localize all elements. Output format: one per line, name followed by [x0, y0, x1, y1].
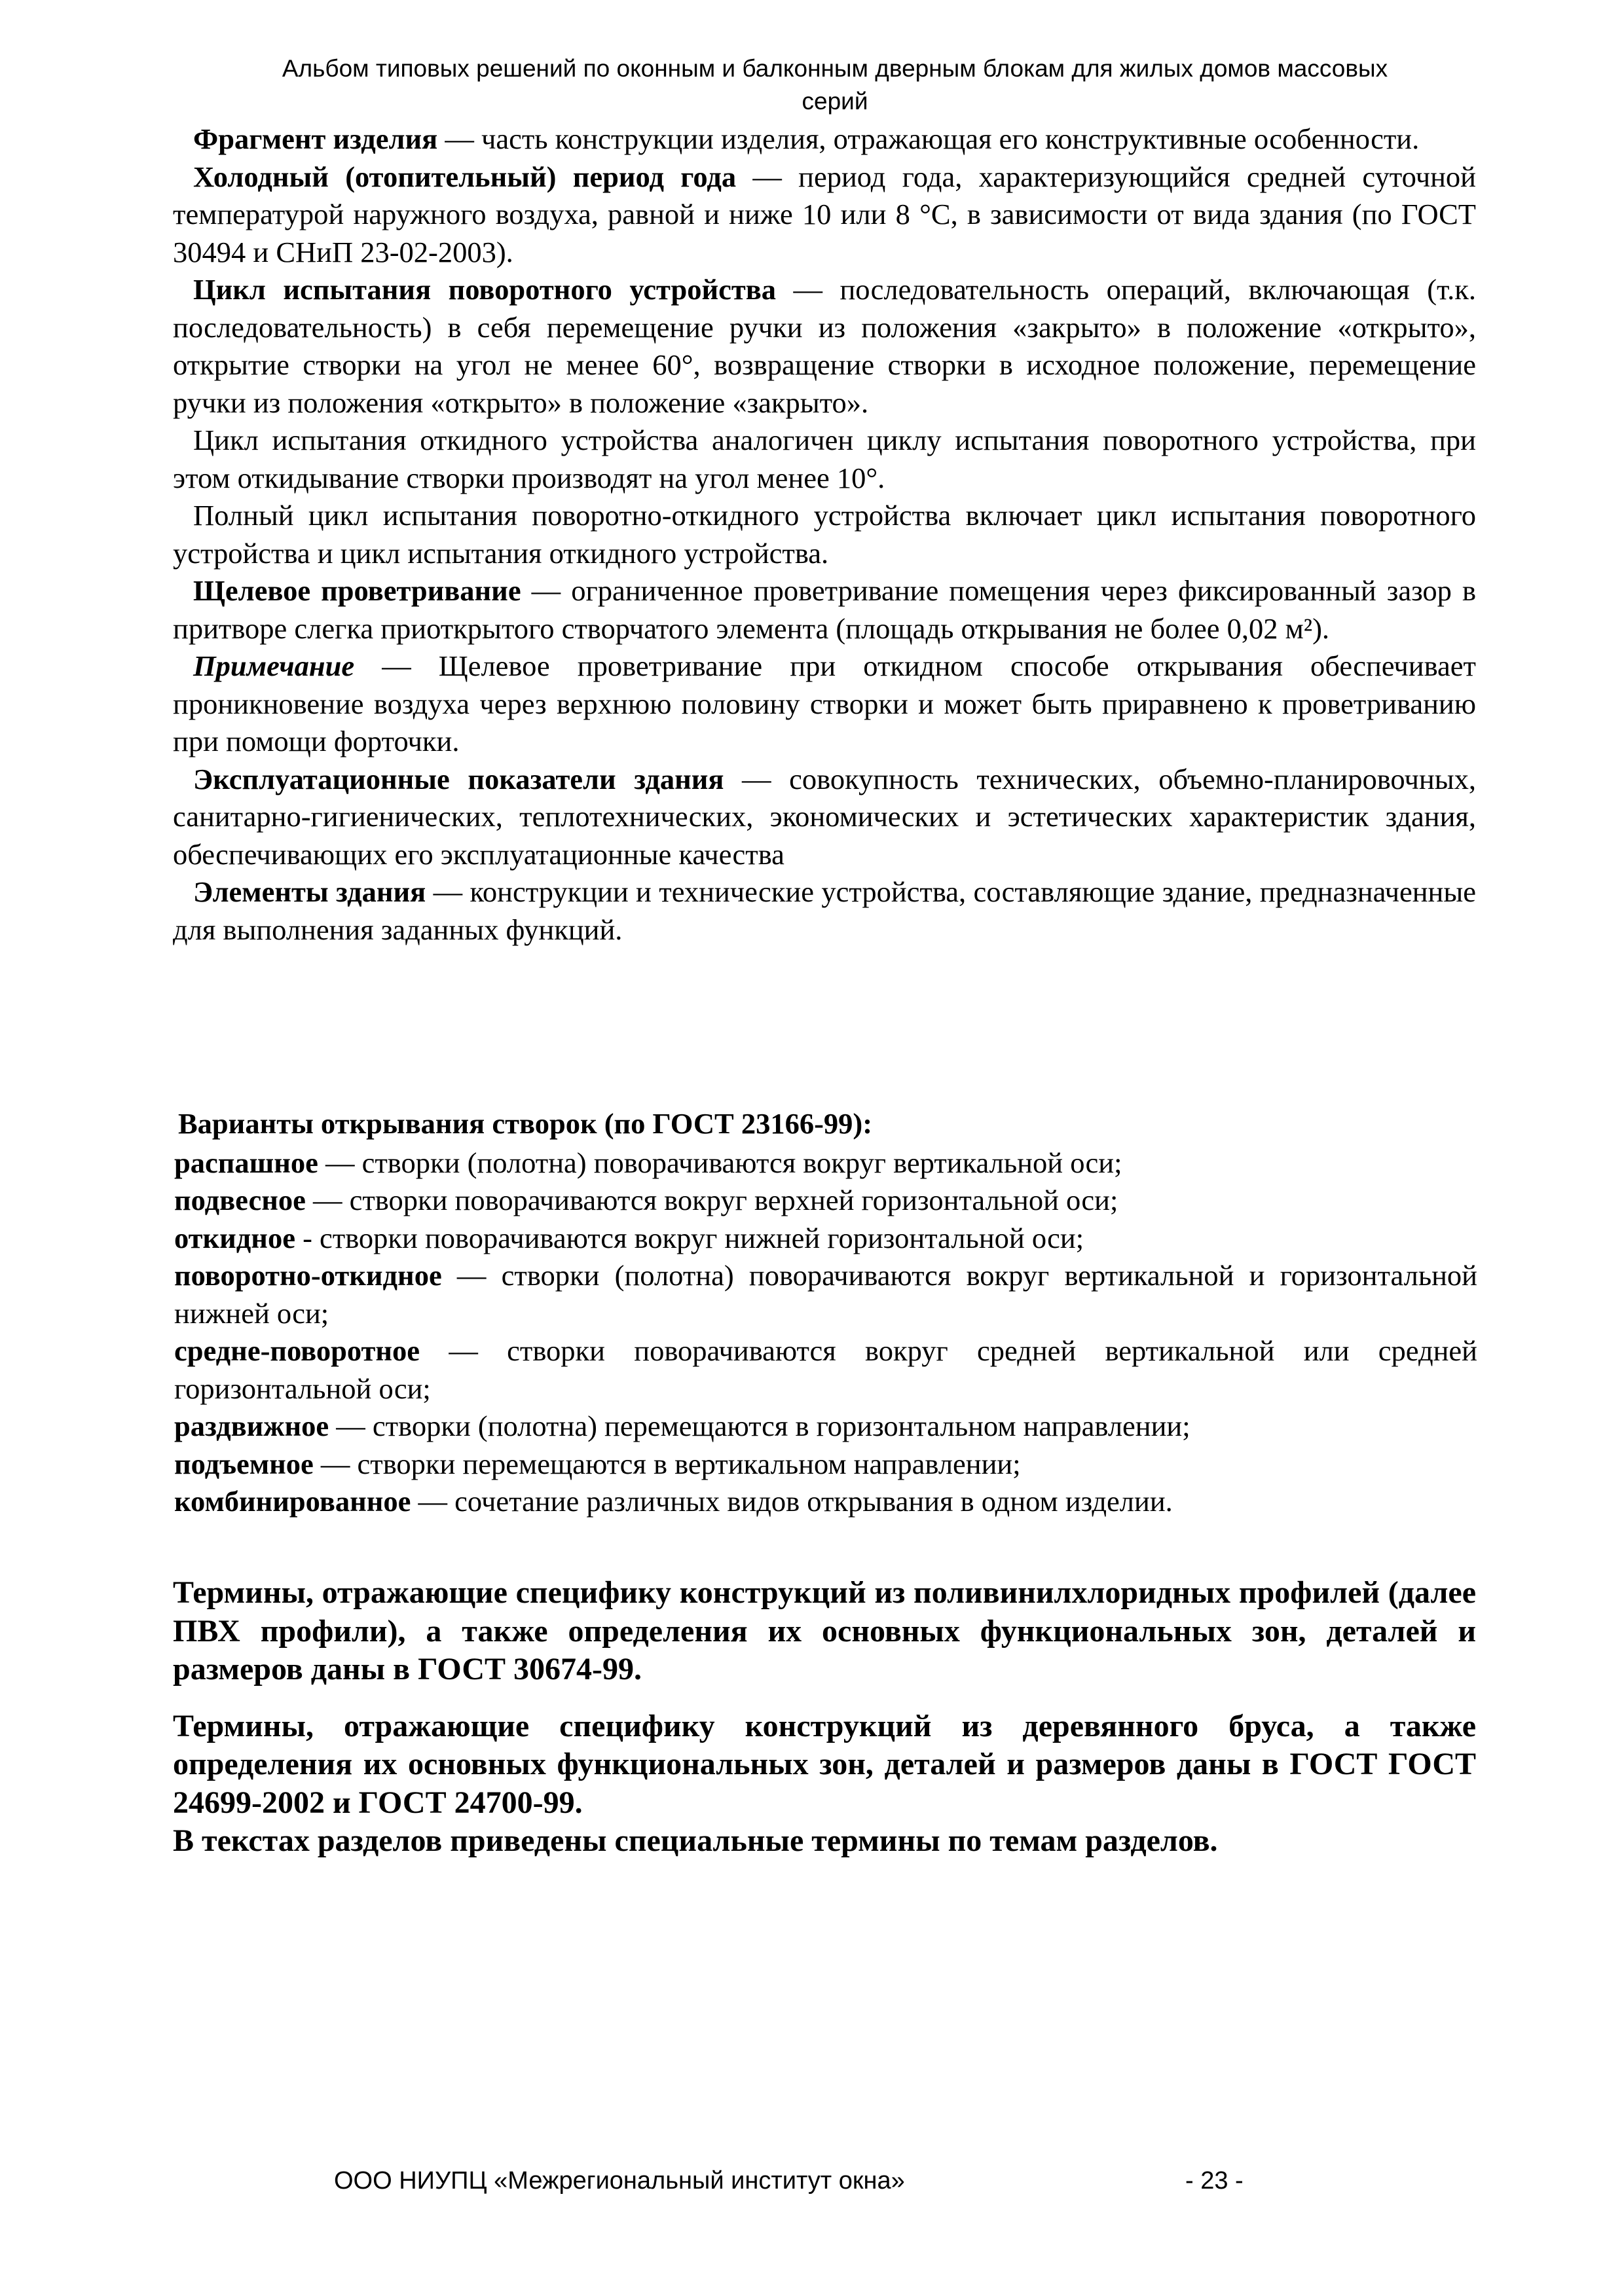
- variant-text: — створки поворачиваются вокруг верхней горизонтальной оси;: [305, 1184, 1118, 1216]
- definition-text: — ограниченное проветривание помещения через фиксированный зазор в притворе слегка приоткрытого створчатого элемента (площадь открывания не более 0,02 м²).: [173, 574, 1477, 645]
- list-item: [174, 1483, 1477, 1521]
- variant-term: комбинированное: [174, 1485, 411, 1518]
- definition-text: Полный цикл испытания поворотно-откидного устройства включает цикл испытания поворотного устройства и цикл испытания откидного устройства.: [173, 499, 1476, 570]
- note-label: Примечание: [193, 649, 355, 682]
- terms-wood-paragraph: Термины, отражающие специфику конструкций из деревянного бруса, а также определения их основных функциональных зон, деталей и размеров даны в ГОСТ ГОСТ 24699-2002 и ГОСТ 24700-99.: [173, 1708, 1476, 1820]
- variant-text: — створки (полотна) поворачиваются вокруг вертикальной и горизонтальной нижней оси;: [174, 1259, 1477, 1330]
- definition-fragment: [173, 120, 1476, 158]
- variant-text: — створки (полотна) поворачиваются вокруг вертикальной оси;: [318, 1146, 1122, 1179]
- variant-term: подвесное: [174, 1184, 306, 1216]
- list-item: [174, 1408, 1477, 1446]
- definition-note: [173, 647, 1476, 761]
- variant-text: — створки (полотна) перемещаются в горизонтальном направлении;: [329, 1410, 1190, 1442]
- list-item: [174, 1144, 1477, 1182]
- definition-term: Щелевое проветривание: [193, 574, 521, 607]
- definition-term: Элементы здания: [193, 875, 426, 908]
- definition-term: Холодный (отопительный) период года: [193, 160, 737, 193]
- list-item: [174, 1446, 1477, 1484]
- definition-term: Эксплуатационные показатели здания: [193, 762, 724, 795]
- variant-text: — створки поворачиваются вокруг средней вертикальной или средней горизонтальной оси;: [174, 1334, 1477, 1405]
- variant-term: раздвижное: [174, 1410, 329, 1442]
- definition-text: — конструкции и технические устройства, составляющие здание, предназначенные для выполнения заданных функций.: [173, 875, 1477, 946]
- variant-text: — створки перемещаются в вертикальном направлении;: [313, 1447, 1021, 1480]
- list-item: [174, 1332, 1477, 1408]
- variant-term: распашное: [174, 1146, 318, 1179]
- header-line-2: серий: [802, 88, 868, 115]
- terms-sections-paragraph: В текстах разделов приведены специальные термины по темам разделов.: [173, 1823, 1218, 1858]
- definition-tilt-cycle: [173, 422, 1476, 497]
- definition-slot-ventilation: [173, 572, 1476, 647]
- running-header: [196, 52, 1473, 118]
- definition-text: — совокупность технических, объемно-планировочных, санитарно-гигиенических, теплотехнических, экономических и эстетических характеристик здания, обеспечивающих его эксплуатационные качества: [173, 762, 1476, 871]
- list-item: [174, 1182, 1477, 1220]
- variant-term: поворотно-откидное: [174, 1259, 442, 1292]
- footer-organization: ООО НИУПЦ «Межрегиональный институт окна»: [334, 2167, 905, 2195]
- opening-variants-section: [174, 1105, 1477, 1521]
- list-item: [174, 1257, 1477, 1332]
- variant-term: откидное: [174, 1221, 295, 1254]
- definition-cold-period: [173, 158, 1476, 272]
- variants-title: Варианты открывания створок (по ГОСТ 23166-99):: [178, 1107, 873, 1140]
- definition-term: Цикл испытания поворотного устройства: [193, 273, 776, 306]
- list-item: [174, 1220, 1477, 1258]
- page-number: - 23 -: [1185, 2167, 1244, 2195]
- definition-test-cycle: [173, 271, 1476, 422]
- variant-term: подъемное: [174, 1447, 314, 1480]
- definition-elements: [173, 873, 1476, 949]
- definitions-section: [173, 120, 1476, 949]
- variant-term: средне-поворотное: [174, 1334, 420, 1367]
- definition-text: — последовательность операций, включающая (т.к. последовательность) в себя перемещение ручки из положения «закрыто» в положение «открыто», открытие створки на угол не менее 60°, возвращение створки в исходное положение, перемещение ручки из положения «открыто» в положение «закрыто».: [173, 273, 1476, 419]
- definition-text: — Щелевое проветривание при откидном способе открывания обеспечивает проникновение воздуха через верхнюю половину створки и может быть приравнено к проветриванию при помощи форточки.: [173, 649, 1476, 757]
- definition-performance: [173, 761, 1476, 874]
- definition-text: — часть конструкции изделия, отражающая его конструктивные особенности.: [437, 122, 1420, 155]
- variant-text: - створки поворачиваются вокруг нижней горизонтальной оси;: [295, 1221, 1084, 1254]
- header-line-1: Альбом типовых решений по оконным и балконным дверным блокам для жилых домов массовых: [282, 55, 1388, 82]
- terms-section: [173, 1574, 1476, 1861]
- variant-text: — сочетание различных видов открывания в одном изделии.: [411, 1485, 1173, 1518]
- terms-pvc-paragraph: Термины, отражающие специфику конструкций из поливинилхлоридных профилей (далее ПВХ профили), а также определения их основных функциональных зон, деталей и размеров даны в ГОСТ 30674-99.: [173, 1575, 1476, 1686]
- definition-text: Цикл испытания откидного устройства аналогичен циклу испытания поворотного устройства, при этом откидывание створки производят на угол менее 10°.: [173, 424, 1476, 494]
- definition-full-cycle: [173, 497, 1476, 572]
- definition-term: Фрагмент изделия: [193, 122, 438, 155]
- definition-text: — период года, характеризующийся средней суточной температурой наружного воздуха, равной и ниже 10 или 8 °С, в зависимости от вида здания (по ГОСТ 30494 и СНиП 23-02-2003).: [173, 160, 1476, 268]
